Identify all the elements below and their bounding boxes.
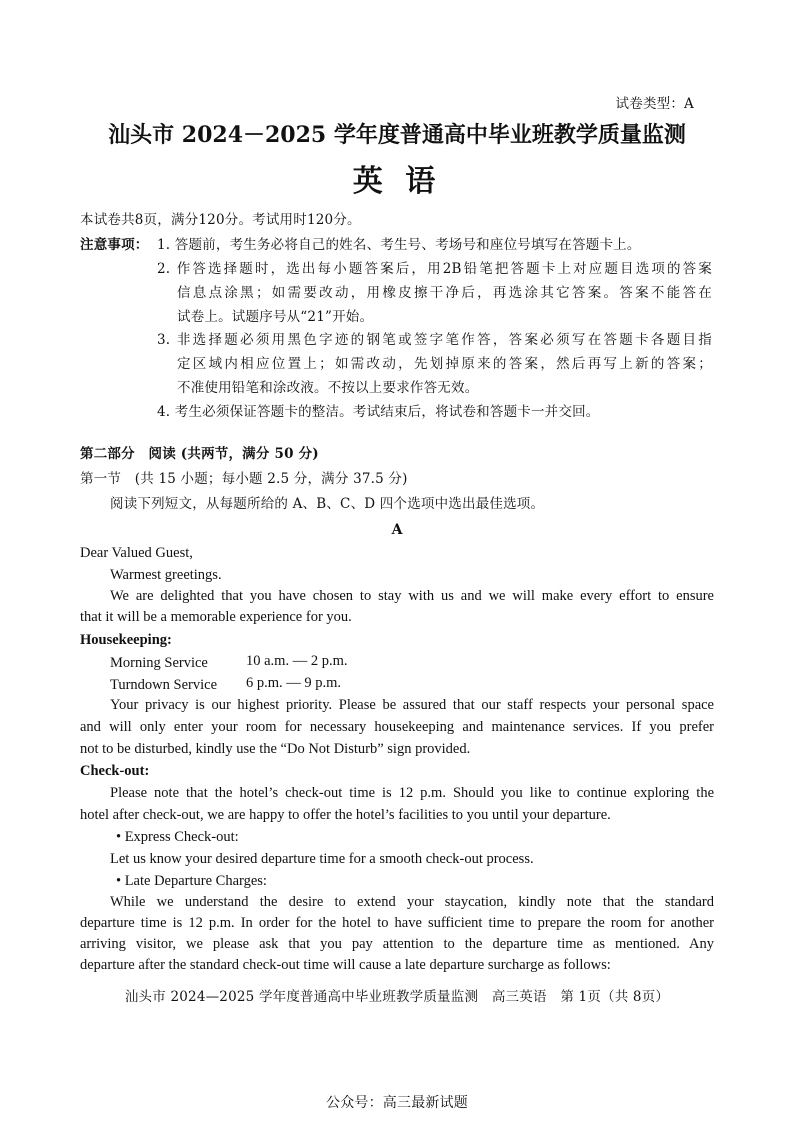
note-item-2-line-2: 信息点涂黑；如需要改动，用橡皮擦干净后，再选涂其它答案。答案不能答在: [177, 285, 712, 301]
exam-title: 汕头市 2024－2025 学年度普通高中毕业班教学质量监测: [108, 122, 686, 148]
passage-salutation: Dear Valued Guest,: [80, 545, 193, 561]
paragraph-3-line-2: hotel after check-out, we are happy to offer the hotel’s facilities to you until your departure.: [80, 807, 611, 823]
express-checkout-text: Let us know your desired departure time for a smooth check-out process.: [110, 851, 534, 867]
section-one-title: 第一节 (共 15 小题；每小题 2.5 分，满分 37.5 分): [80, 471, 408, 487]
paragraph-2-line-3: not to be disturbed, kindly use the “Do Not Disturb” sign provided.: [80, 741, 471, 757]
watermark-text: 公众号：高三最新试题: [326, 1095, 468, 1111]
note-item-4: 4. 考生必须保证答题卡的整洁。考试结束后，将试卷和答题卡一并交回。: [157, 404, 600, 420]
paragraph-4-line-2: departure time is 12 p.m. In order for the hotel to have sufficient time to prepare the room for another: [80, 915, 714, 931]
paragraph-2-line-1: Your privacy is our highest priority. Please be assured that our staff respects your personal space: [110, 697, 714, 713]
reading-instruction: 阅读下列短文，从每题所给的 A、B、C、D 四个选项中选出最佳选项。: [110, 496, 545, 512]
service-time-morning: 10 a.m. — 2 p.m.: [246, 653, 348, 669]
note-item-3-line-1: 3. 非选择题必须用黑色字迹的钢笔或签字笔作答，答案必须写在答题卡各题目指: [157, 332, 712, 348]
paragraph-4-line-3: arriving visitor, we please ask that you pay attention to the departure time as mentioned. Any: [80, 936, 714, 952]
passage-greeting: Warmest greetings.: [110, 567, 222, 583]
paragraph-2-line-2: and will only enter your room for necessary housekeeping and maintenance services. If you prefer: [80, 719, 714, 735]
bullet-late-departure: • Late Departure Charges:: [116, 873, 267, 889]
part-two-title: 第二部分 阅读 (共两节，满分 50 分): [80, 446, 319, 462]
exam-intro: 本试卷共8页，满分120分。考试用时120分。: [80, 212, 361, 228]
paragraph-3-line-1: Please note that the hotel’s check-out time is 12 p.m. Should you like to continue exploring the: [110, 785, 714, 801]
note-item-1: 1. 答题前，考生务必将自己的姓名、考生号、考场号和座位号填写在答题卡上。: [157, 237, 641, 253]
note-item-2-line-1: 2. 作答选择题时，选出每小题答案后，用2B铅笔把答题卡上对应题目选项的答案: [157, 261, 712, 277]
paragraph-1-line-1: We are delighted that you have chosen to stay with us and we will make every effort to ensure: [110, 588, 714, 604]
passage-label: A: [391, 522, 403, 538]
housekeeping-heading: Housekeeping:: [80, 632, 172, 648]
paragraph-4-line-4: departure after the standard check-out time will cause a late departure surcharge as follows:: [80, 957, 611, 973]
checkout-heading: Check-out:: [80, 763, 150, 779]
bullet-express-checkout: • Express Check-out:: [116, 829, 239, 845]
note-item-2-line-3: 试卷上。试题序号从“21”开始。: [177, 309, 374, 325]
paragraph-4-line-1: While we understand the desire to extend your staycation, kindly note that the standard: [110, 894, 714, 910]
paper-type: 试卷类型：A: [615, 96, 694, 112]
service-name-turndown: Turndown Service: [110, 677, 218, 693]
paragraph-1-line-2: that it will be a memorable experience for you.: [80, 609, 352, 625]
note-item-3-line-3: 不准使用铅笔和涂改液。不按以上要求作答无效。: [177, 380, 479, 396]
service-name-morning: Morning Service: [110, 655, 208, 671]
service-time-turndown: 6 p.m. — 9 p.m.: [246, 675, 342, 691]
note-item-3-line-2: 定区域内相应位置上；如需改动，先划掉原来的答案，然后再写上新的答案；: [177, 356, 712, 372]
subject-title: 英 语: [352, 164, 442, 199]
page-footer: 汕头市 2024—2025 学年度普通高中毕业班教学质量监测 高三英语 第 1页（共 8页）: [124, 989, 670, 1005]
notes-label: 注意事项：: [80, 237, 149, 253]
